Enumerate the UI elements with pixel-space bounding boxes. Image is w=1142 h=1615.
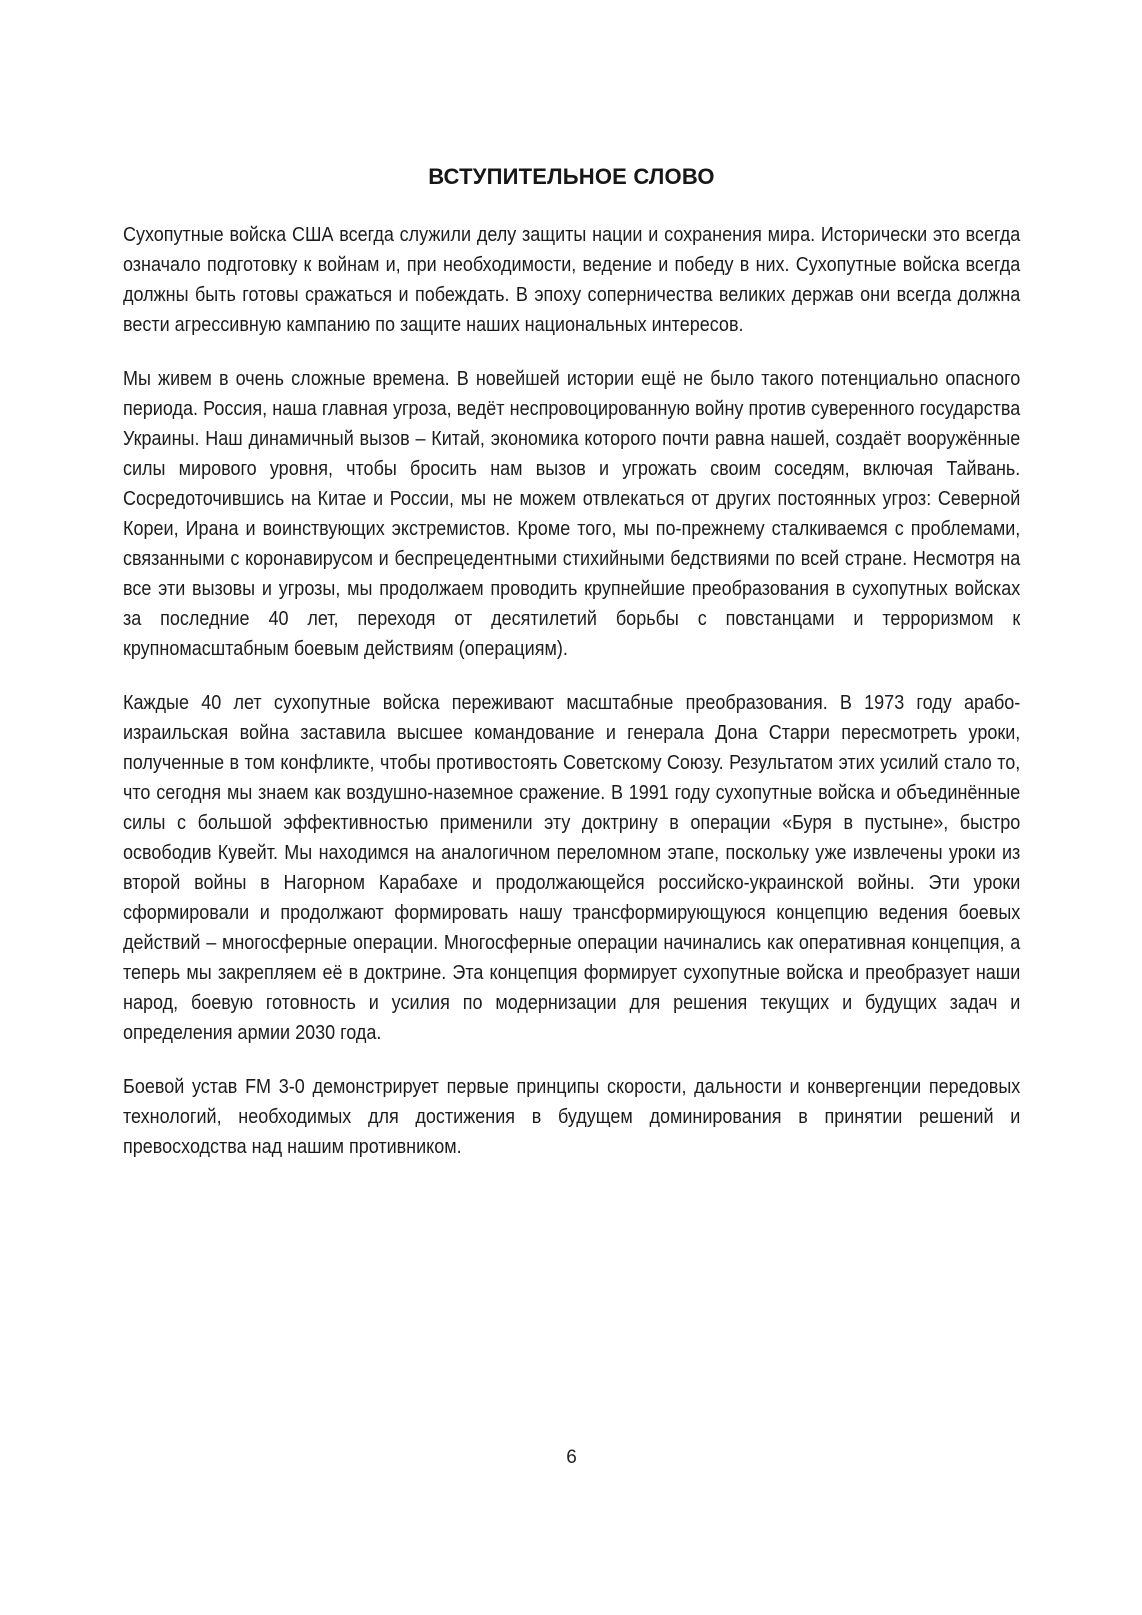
page-title: ВСТУПИТЕЛЬНОЕ СЛОВО <box>428 164 715 189</box>
foreword-paragraph-2: Мы живем в очень сложные времена. В новейшей истории ещё не было такого потенциально опасного периода. Россия, наша главная угроза, ведёт неспровоцированную войну против суверенного государства Украины. Наш динамичный вызов – Китай, экономика которого почти равна нашей, создаёт вооружённые силы мирового уровня, чтобы бросить нам вызов и угрожать своим соседям, включая Тайвань. Сосредоточившись на Китае и России, мы не можем отвлекаться от других постоянных угроз: Северной Кореи, Ирана и воинствующих экстремистов. Кроме того, мы по-прежнему сталкиваемся с проблемами, связанными с коронавирусом и беспрецедентными стихийными бедствиями по всей стране. Несмотря на все эти вызовы и угрозы, мы продолжаем проводить крупнейшие преобразования в сухопутных войсках за последние 40 лет, переходя от десятилетий борьбы с повстанцами и терроризмом к крупномасштабным боевым действиям (операциям). <box>123 368 1021 660</box>
text-column <box>123 0 1020 1186</box>
foreword-paragraph-3: Каждые 40 лет сухопутные войска переживают масштабные преобразования. В 1973 году арабо-израильская война заставила высшее командование и генерала Дона Старри пересмотреть уроки, полученные в том конфликте, чтобы противостоять Советскому Союзу. Результатом этих усилий стало то, что сегодня мы знаем как воздушно-наземное сражение. В 1991 году сухопутные войска и объединённые силы с большой эффективностью применили эту доктрину в операции «Буря в пустыне», быстро освободив Кувейт. Мы находимся на аналогичном переломном этапе, поскольку уже извлечены уроки из второй войны в Нагорном Карабахе и продолжающейся российско-украинской войны. Эти уроки сформировали и продолжают формировать нашу трансформирующуюся концепцию ведения боевых действий – многосферные операции. Многосферные операции начинались как оперативная концепция, а теперь мы закрепляем её в доктрине. Эта концепция формирует сухопутные войска и преобразует наши народ, боевую готовность и усилия по модернизации для решения текущих и будущих задач и определения армии 2030 года. <box>123 692 1021 1044</box>
foreword-paragraph-4: Боевой устав FM 3-0 демонстрирует первые принципы скорости, дальности и конвергенции передовых технологий, необходимых для достижения в будущем доминирования в принятии решений и превосходства над нашим противником. <box>123 1076 1021 1158</box>
document-body <box>123 220 1020 1162</box>
page-number: 6 <box>566 1447 577 1468</box>
foreword-paragraph-1: Сухопутные войска США всегда служили делу защиты нации и сохранения мира. Исторически это всегда означало подготовку к войнам и, при необходимости, ведение и победу в них. Сухопутные войска всегда должны быть готовы сражаться и побеждать. В эпоху соперничества великих держав они всегда должна вести агрессивную кампанию по защите наших национальных интересов. <box>123 224 1021 336</box>
